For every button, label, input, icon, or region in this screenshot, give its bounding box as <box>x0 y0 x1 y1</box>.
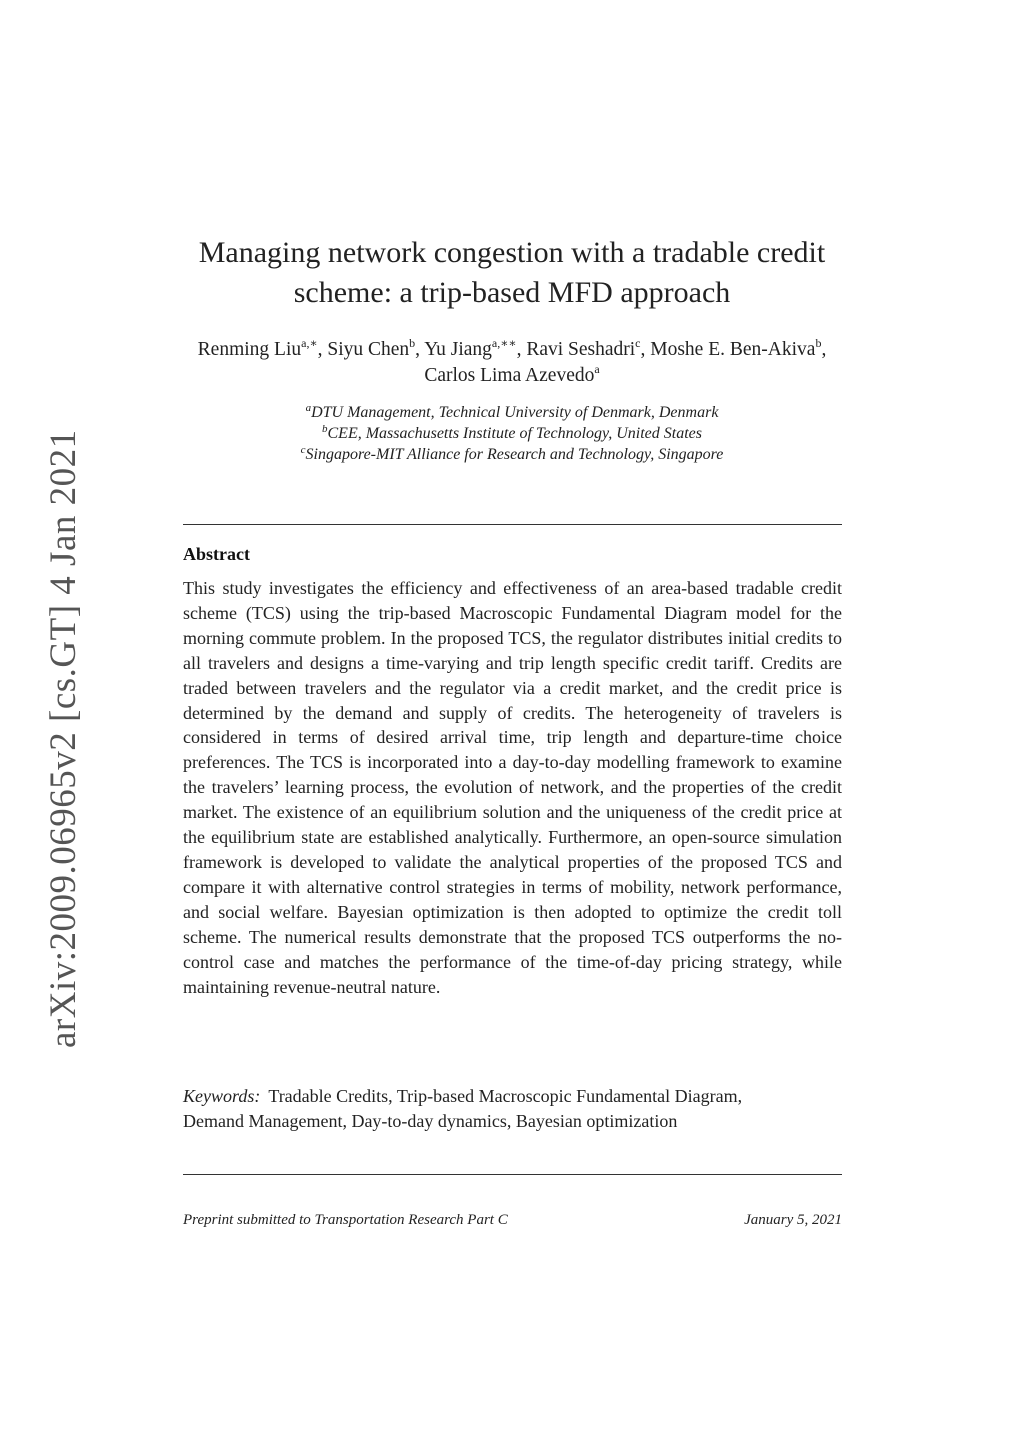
keywords-label: Keywords: <box>183 1086 261 1106</box>
abstract-bottom-divider <box>183 1174 842 1175</box>
paper-title <box>180 233 844 313</box>
keywords-section <box>183 1084 783 1134</box>
author-name: Moshe E. Ben-Akiva <box>650 339 816 360</box>
abstract-heading: Abstract <box>183 544 250 564</box>
author-affiliation-mark: b <box>815 336 822 350</box>
affiliation-item <box>180 402 844 423</box>
affiliation-list <box>180 402 844 465</box>
preprint-date: January 5, 2021 <box>744 1212 842 1228</box>
abstract-text: This study investigates the efficiency and effectiveness of an area-based tradable credit scheme (TCS) using the trip-based Macroscopic Fundamental Diagram model for the morning commute problem. In the proposed TCS, the regulator distributes initial credits to all travelers and designs a time-varying and trip length specific credit tariff. Credits are traded between travelers and the regulator via a credit market, and the credit price is determined by the demand and supply of credits. The heterogeneity of travelers is considered in terms of desired arrival time, trip length and departure-time choice preferences. The TCS is incorporated into a day-to-day modelling framework to examine the travelers’ learning process, the evolution of network, and the properties of the credit market. The existence of an equilibrium solution and the uniqueness of the credit price at the equilibrium state are established analytically. Furthermore, an open-source simulation framework is developed to validate the analytical properties of the proposed TCS and compare it with alternative control strategies in terms of mobility, network performance, and social welfare. Bayesian optimization is then adopted to optimize the credit toll scheme. The numerical results demonstrate that the proposed TCS outperforms the no-control case and matches the performance of the time-of-day pricing strategy, while maintaining revenue-neutral nature. <box>183 578 842 997</box>
author-affiliation-mark: a,∗∗ <box>491 336 517 350</box>
affiliation-item <box>180 423 844 444</box>
author-affiliation-mark: c <box>635 336 641 350</box>
affiliation-text: Singapore-MIT Alliance for Research and Technology, Singapore <box>305 446 724 463</box>
author-name: Siyu Chen <box>327 339 410 360</box>
arxiv-identifier-stamp: arXiv:2009.06965v2 [cs.GT] 4 Jan 2021 <box>43 429 84 1048</box>
affiliation-mark: a <box>305 402 312 414</box>
author-separator: , <box>640 339 651 360</box>
author-affiliation-mark: a <box>594 362 600 376</box>
affiliation-mark: c <box>300 444 306 456</box>
author-separator: , <box>317 339 328 360</box>
author-name: Ravi Seshadri <box>526 339 636 360</box>
author-affiliation-mark: b <box>409 336 416 350</box>
title-line-1: Managing network congestion with a tradable credit <box>198 236 826 269</box>
affiliation-text: CEE, Massachusetts Institute of Technology, United States <box>327 425 702 442</box>
author-name: Renming Liu <box>197 339 302 360</box>
author-affiliation-mark: a,∗ <box>301 336 318 350</box>
author-name: Yu Jiang <box>424 339 492 360</box>
preprint-note: Preprint submitted to Transportation Research Part C <box>183 1212 508 1228</box>
affiliation-item <box>180 444 844 465</box>
author-separator: , <box>821 339 827 360</box>
affiliation-text: DTU Management, Technical University of Denmark, Denmark <box>311 404 719 421</box>
keywords-text: Tradable Credits, Trip-based Macroscopic Fundamental Diagram, Demand Management, Day-to-day dynamics, Bayesian optimization <box>183 1086 743 1131</box>
author-separator: , <box>415 339 425 360</box>
title-line-2: scheme: a trip-based MFD approach <box>293 276 731 309</box>
author-name: Carlos Lima Azevedo <box>424 365 595 386</box>
affiliation-mark: b <box>322 423 328 435</box>
abstract-top-divider <box>183 524 842 525</box>
author-separator: , <box>516 339 527 360</box>
author-line-1 <box>180 337 844 389</box>
author-list <box>180 337 844 389</box>
